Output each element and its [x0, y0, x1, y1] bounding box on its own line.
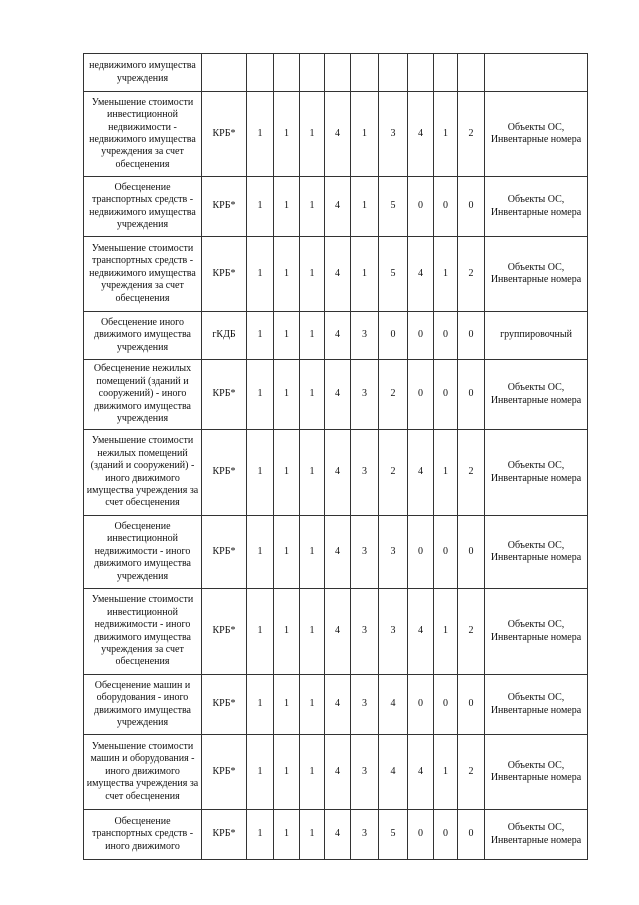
- analytics-note-cell: [485, 589, 588, 675]
- account-digit-cell: 0: [434, 360, 458, 430]
- account-digit-cell: 1: [247, 312, 274, 360]
- account-name-cell: Уменьшение стоимости инвестиционной недвижимости - иного движимого имущества учреждения за счет обесценения: [84, 589, 202, 675]
- account-digit-cell: 3: [351, 810, 379, 860]
- account-digit-cell: 1: [351, 92, 379, 177]
- account-digit-cell: 4: [408, 430, 434, 516]
- account-name-cell: Обесценение нежилых помещений (зданий и сооружений) - иного движимого имущества учреждения: [84, 360, 202, 430]
- note-line: Инвентарные номера: [490, 472, 582, 484]
- account-digit-cell: 4: [325, 675, 351, 735]
- account-digit-cell: 1: [351, 237, 379, 312]
- account-digit-cell: 3: [379, 92, 408, 177]
- account-digit-cell: 0: [408, 675, 434, 735]
- account-name-cell: Уменьшение стоимости инвестиционной недвижимости - недвижимого имущества учреждения за счет обесценения: [84, 92, 202, 177]
- account-name-cell: Обесценение иного движимого имущества учреждения: [84, 312, 202, 360]
- account-digit-cell: 2: [458, 735, 485, 810]
- table-row: [84, 92, 588, 177]
- account-digit-cell: 1: [274, 735, 300, 810]
- account-digit-cell: [247, 54, 274, 92]
- note-line: Инвентарные номера: [490, 704, 582, 716]
- analytics-note-cell: [485, 312, 588, 360]
- analytics-note-cell: [485, 516, 588, 589]
- table-row: [84, 360, 588, 430]
- account-digit-cell: 1: [300, 589, 325, 675]
- analytics-code-cell: КРБ*: [202, 516, 247, 589]
- note-line: Объекты ОС,: [507, 822, 565, 834]
- account-digit-cell: 4: [408, 735, 434, 810]
- analytics-code-cell: КРБ*: [202, 237, 247, 312]
- account-digit-cell: 3: [351, 675, 379, 735]
- table-row: [84, 735, 588, 810]
- account-name-cell: Уменьшение стоимости машин и оборудования - иного движимого имущества учреждения за счет обесценения: [84, 735, 202, 810]
- account-digit-cell: [325, 54, 351, 92]
- account-digit-cell: 1: [351, 177, 379, 237]
- account-digit-cell: 1: [247, 430, 274, 516]
- account-digit-cell: 4: [325, 177, 351, 237]
- account-digit-cell: 3: [351, 312, 379, 360]
- account-digit-cell: 3: [379, 516, 408, 589]
- note-line: Объекты ОС,: [507, 460, 565, 472]
- account-digit-cell: 1: [300, 312, 325, 360]
- analytics-code-cell: КРБ*: [202, 589, 247, 675]
- account-digit-cell: 0: [379, 312, 408, 360]
- account-digit-cell: 0: [458, 675, 485, 735]
- note-line: Инвентарные номера: [490, 552, 582, 563]
- account-digit-cell: 4: [379, 675, 408, 735]
- account-digit-cell: 5: [379, 177, 408, 237]
- analytics-note-cell: [485, 810, 588, 860]
- account-digit-cell: 2: [379, 360, 408, 430]
- chart-of-accounts-table: [83, 53, 588, 860]
- account-digit-cell: 1: [300, 810, 325, 860]
- account-digit-cell: 4: [325, 589, 351, 675]
- table-row: [84, 430, 588, 516]
- analytics-code-cell: КРБ*: [202, 360, 247, 430]
- account-digit-cell: 0: [434, 177, 458, 237]
- account-digit-cell: [379, 54, 408, 92]
- analytics-note-cell: [485, 177, 588, 237]
- account-digit-cell: 1: [247, 516, 274, 589]
- analytics-code-cell: КРБ*: [202, 92, 247, 177]
- account-name-cell: Уменьшение стоимости нежилых помещений (зданий и сооружений) - иного движимого имущества учреждения за счет обесценения: [84, 430, 202, 516]
- account-digit-cell: 3: [379, 589, 408, 675]
- note-line: Объекты ОС,: [507, 759, 565, 771]
- account-digit-cell: 2: [458, 589, 485, 675]
- note-line: Инвентарные номера: [490, 772, 582, 783]
- analytics-note-cell: [485, 92, 588, 177]
- table-row: [84, 675, 588, 735]
- note-line: Инвентарные номера: [490, 274, 582, 285]
- account-digit-cell: 0: [408, 360, 434, 430]
- note-line: Инвентарные номера: [490, 134, 582, 145]
- account-digit-cell: 4: [325, 735, 351, 810]
- table-row: [84, 516, 588, 589]
- account-digit-cell: 1: [274, 92, 300, 177]
- account-digit-cell: 0: [458, 177, 485, 237]
- table-row: [84, 589, 588, 675]
- analytics-code-cell: КРБ*: [202, 430, 247, 516]
- account-digit-cell: 1: [434, 735, 458, 810]
- account-digit-cell: 4: [325, 360, 351, 430]
- table-row: [84, 237, 588, 312]
- account-digit-cell: 0: [408, 810, 434, 860]
- account-digit-cell: 4: [325, 237, 351, 312]
- analytics-note-cell: [485, 237, 588, 312]
- note-line: Инвентарные номера: [490, 394, 582, 406]
- account-digit-cell: 0: [458, 360, 485, 430]
- account-digit-cell: [434, 54, 458, 92]
- account-digit-cell: 1: [274, 516, 300, 589]
- account-digit-cell: 1: [434, 237, 458, 312]
- account-digit-cell: 1: [247, 810, 274, 860]
- analytics-note-cell: [485, 675, 588, 735]
- account-digit-cell: [458, 54, 485, 92]
- account-digit-cell: 1: [434, 430, 458, 516]
- account-digit-cell: 2: [458, 92, 485, 177]
- table-row: [84, 177, 588, 237]
- account-name-cell: Обесценение транспортных средств - недвижимого имущества учреждения: [84, 177, 202, 237]
- account-digit-cell: 0: [434, 675, 458, 735]
- account-digit-cell: [300, 54, 325, 92]
- analytics-note-cell: [485, 735, 588, 810]
- account-digit-cell: 0: [458, 516, 485, 589]
- analytics-note-cell: [485, 54, 588, 92]
- account-digit-cell: 1: [274, 675, 300, 735]
- account-digit-cell: 1: [274, 810, 300, 860]
- account-digit-cell: 1: [274, 312, 300, 360]
- note-line: Объекты ОС,: [507, 261, 565, 273]
- account-digit-cell: 1: [247, 675, 274, 735]
- account-digit-cell: 0: [408, 516, 434, 589]
- account-digit-cell: 4: [379, 735, 408, 810]
- account-digit-cell: 2: [458, 237, 485, 312]
- account-digit-cell: 4: [325, 92, 351, 177]
- account-digit-cell: 1: [274, 589, 300, 675]
- note-line: группировочный: [500, 329, 572, 341]
- account-digit-cell: 1: [274, 177, 300, 237]
- account-digit-cell: 1: [247, 360, 274, 430]
- account-digit-cell: 3: [351, 589, 379, 675]
- account-digit-cell: [274, 54, 300, 92]
- table-row: [84, 54, 588, 92]
- account-name-cell: Обесценение инвестиционной недвижимости - иного движимого имущества учреждения: [84, 516, 202, 589]
- account-digit-cell: 4: [325, 810, 351, 860]
- note-line: Объекты ОС,: [507, 121, 565, 133]
- note-line: Объекты ОС,: [507, 619, 565, 631]
- account-digit-cell: 4: [325, 516, 351, 589]
- analytics-code-cell: КРБ*: [202, 735, 247, 810]
- account-name-cell: Обесценение машин и оборудования - иного движимого имущества учреждения: [84, 675, 202, 735]
- table-row: [84, 312, 588, 360]
- account-digit-cell: 3: [351, 360, 379, 430]
- analytics-code-cell: [202, 54, 247, 92]
- analytics-code-cell: гКДБ: [202, 312, 247, 360]
- note-line: Объекты ОС,: [507, 692, 565, 704]
- account-digit-cell: 1: [247, 177, 274, 237]
- account-digit-cell: 1: [300, 92, 325, 177]
- account-digit-cell: 4: [325, 312, 351, 360]
- account-digit-cell: [351, 54, 379, 92]
- analytics-code-cell: КРБ*: [202, 810, 247, 860]
- account-digit-cell: 4: [408, 92, 434, 177]
- account-digit-cell: 4: [408, 237, 434, 312]
- account-digit-cell: 1: [300, 177, 325, 237]
- note-line: Объекты ОС,: [507, 194, 565, 206]
- analytics-code-cell: КРБ*: [202, 177, 247, 237]
- account-digit-cell: 1: [300, 237, 325, 312]
- account-digit-cell: 3: [351, 430, 379, 516]
- account-digit-cell: 0: [434, 810, 458, 860]
- account-digit-cell: 5: [379, 237, 408, 312]
- account-name-cell: недвижимого имущества учреждения: [84, 54, 202, 92]
- account-digit-cell: 1: [434, 589, 458, 675]
- account-digit-cell: 1: [300, 675, 325, 735]
- account-digit-cell: 1: [300, 430, 325, 516]
- account-digit-cell: 0: [458, 312, 485, 360]
- account-digit-cell: 0: [458, 810, 485, 860]
- account-digit-cell: 2: [379, 430, 408, 516]
- account-digit-cell: 3: [351, 516, 379, 589]
- account-digit-cell: 1: [300, 360, 325, 430]
- note-line: Инвентарные номера: [490, 631, 582, 643]
- account-digit-cell: 1: [247, 735, 274, 810]
- account-digit-cell: 0: [408, 177, 434, 237]
- account-digit-cell: 1: [274, 360, 300, 430]
- account-digit-cell: 1: [247, 92, 274, 177]
- analytics-code-cell: КРБ*: [202, 675, 247, 735]
- note-line: Объекты ОС,: [507, 539, 565, 551]
- account-digit-cell: 1: [434, 92, 458, 177]
- account-digit-cell: 1: [247, 589, 274, 675]
- account-digit-cell: [408, 54, 434, 92]
- note-line: Инвентарные номера: [490, 206, 582, 218]
- table-row: [84, 810, 588, 860]
- account-digit-cell: 4: [325, 430, 351, 516]
- account-name-cell: Обесценение транспортных средств - иного движимого: [84, 810, 202, 860]
- analytics-note-cell: [485, 430, 588, 516]
- account-digit-cell: 0: [434, 312, 458, 360]
- account-digit-cell: 4: [408, 589, 434, 675]
- account-digit-cell: 1: [300, 735, 325, 810]
- note-line: Инвентарные номера: [490, 834, 582, 846]
- account-digit-cell: 5: [379, 810, 408, 860]
- analytics-note-cell: [485, 360, 588, 430]
- account-digit-cell: 1: [300, 516, 325, 589]
- account-digit-cell: 3: [351, 735, 379, 810]
- account-name-cell: Уменьшение стоимости транспортных средств - недвижимого имущества учреждения за счет обесценения: [84, 237, 202, 312]
- account-digit-cell: 0: [408, 312, 434, 360]
- account-digit-cell: 2: [458, 430, 485, 516]
- account-digit-cell: 0: [434, 516, 458, 589]
- account-digit-cell: 1: [247, 237, 274, 312]
- account-digit-cell: 1: [274, 430, 300, 516]
- account-digit-cell: 1: [274, 237, 300, 312]
- note-line: Объекты ОС,: [507, 382, 565, 394]
